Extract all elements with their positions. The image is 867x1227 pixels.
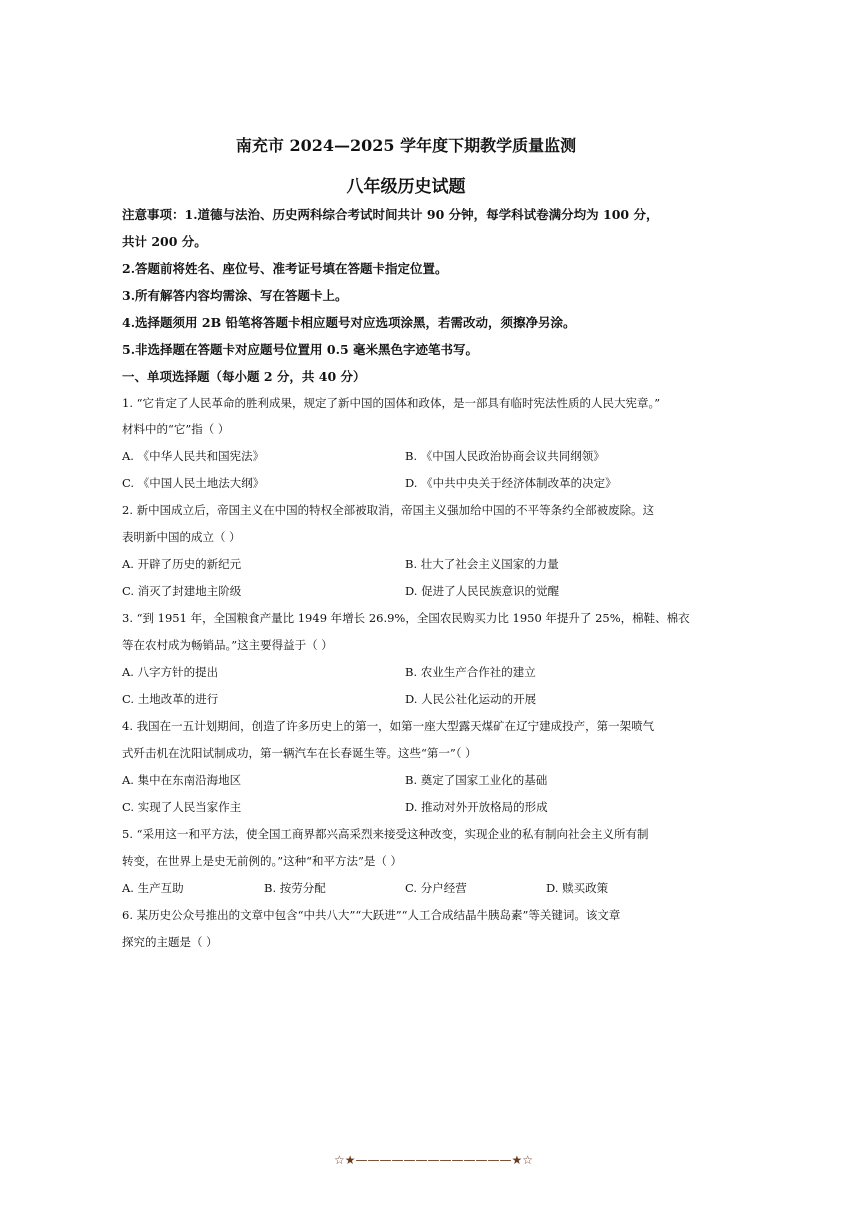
notice-line: 2.答题前将姓名、座位号、准考证号填在答题卡指定位置。 [122, 261, 448, 276]
option-b: B. 按劳分配 [264, 881, 326, 895]
option-c: C. 消灭了封建地主阶级 [122, 584, 242, 598]
option-a: A. 集中在东南沿海地区 [122, 773, 242, 787]
question-text: 等在农村成为畅销品。”这主要得益于（ ） [122, 638, 333, 652]
page-subtitle: 八年级历史试题 [346, 177, 466, 197]
option-b: B. 奠定了国家工业化的基础 [405, 773, 548, 787]
question-text: 探究的主题是（ ） [122, 935, 218, 949]
notice-line: 共计 200 分。 [122, 234, 207, 249]
option-c: C. 《中国人民土地法大纲》 [122, 476, 265, 490]
option-d: D. 赎买政策 [546, 881, 609, 895]
notice-line: 4.选择题须用 2B 铅笔将答题卡相应题号对应选项涂黑，若需改动，须擦净另涂。 [122, 315, 576, 330]
question-text: 4. 我国在一五计划期间，创造了许多历史上的第一，如第一座大型露天煤矿在辽宁建成投产，第一架喷气 [122, 719, 655, 733]
option-d: D. 推动对外开放格局的形成 [405, 800, 548, 814]
question-text: 5. “采用这一和平方法，使全国工商界都兴高采烈来接受这种改变，实现企业的私有制向社会主义所有制 [122, 827, 649, 841]
option-d: D. 人民公社化运动的开展 [405, 692, 537, 706]
question-text: 材料中的“它”指（ ） [122, 422, 230, 436]
option-a: A. 开辟了历史的新纪元 [122, 557, 242, 571]
question-text: 3. “到 1951 年，全国粮食产量比 1949 年增长 26.9%，全国农民购买力比 1950 年提升了 25%，棉鞋、棉衣 [122, 611, 690, 625]
notice-line: 5.非选择题在答题卡对应题号位置用 0.5 毫米黑色字迹笔书写。 [122, 342, 479, 357]
question-text: 式歼击机在沈阳试制成功，第一辆汽车在长春诞生等。这些“第一”（ ） [122, 746, 477, 760]
notice-line: 注意事项：1.道德与法治、历史两科综合考试时间共计 90 分钟，每学科试卷满分均为 100 分， [122, 207, 659, 222]
option-c: C. 实现了人民当家作主 [122, 800, 242, 814]
page-title: 南充市 2024—2025 学年度下期教学质量监测 [235, 136, 577, 155]
question-text: 表明新中国的成立（ ） [122, 530, 241, 544]
option-a: A. 八字方针的提出 [122, 665, 219, 679]
option-c: C. 土地改革的进行 [122, 692, 219, 706]
option-c: C. 分户经营 [405, 881, 467, 895]
section-title: 一、单项选择题（每小题 2 分，共 40 分） [122, 369, 366, 384]
option-a: A. 《中华人民共和国宪法》 [122, 449, 265, 463]
question-text: 2. 新中国成立后，帝国主义在中国的特权全部被取消，帝国主义强加给中国的不平等条约全部被废除。这 [122, 503, 655, 517]
option-b: B. 壮大了社会主义国家的力量 [405, 557, 559, 571]
option-d: D. 《中共中央关于经济体制改革的决定》 [405, 476, 617, 490]
question-text: 6. 某历史公众号推出的文章中包含“中共八大”“大跃进”“人工合成结晶牛胰岛素”等关键词。该文章 [122, 908, 621, 922]
notice-line: 3.所有解答内容均需涂、写在答题卡上。 [122, 288, 348, 303]
question-text: 转变，在世界上是史无前例的。”这种“和平方法”是（ ） [122, 854, 403, 868]
option-b: B. 农业生产合作社的建立 [405, 665, 536, 679]
question-text: 1. “它肯定了人民革命的胜利成果，规定了新中国的国体和政体，是一部具有临时宪法性质的人民大宪章。” [122, 396, 661, 410]
option-b: B. 《中国人民政治协商会议共同纲领》 [405, 449, 605, 463]
option-a: A. 生产互助 [122, 881, 184, 895]
footer-decoration: ☆★—————————————★☆ [333, 1153, 534, 1167]
option-d: D. 促进了人民民族意识的觉醒 [405, 584, 560, 598]
